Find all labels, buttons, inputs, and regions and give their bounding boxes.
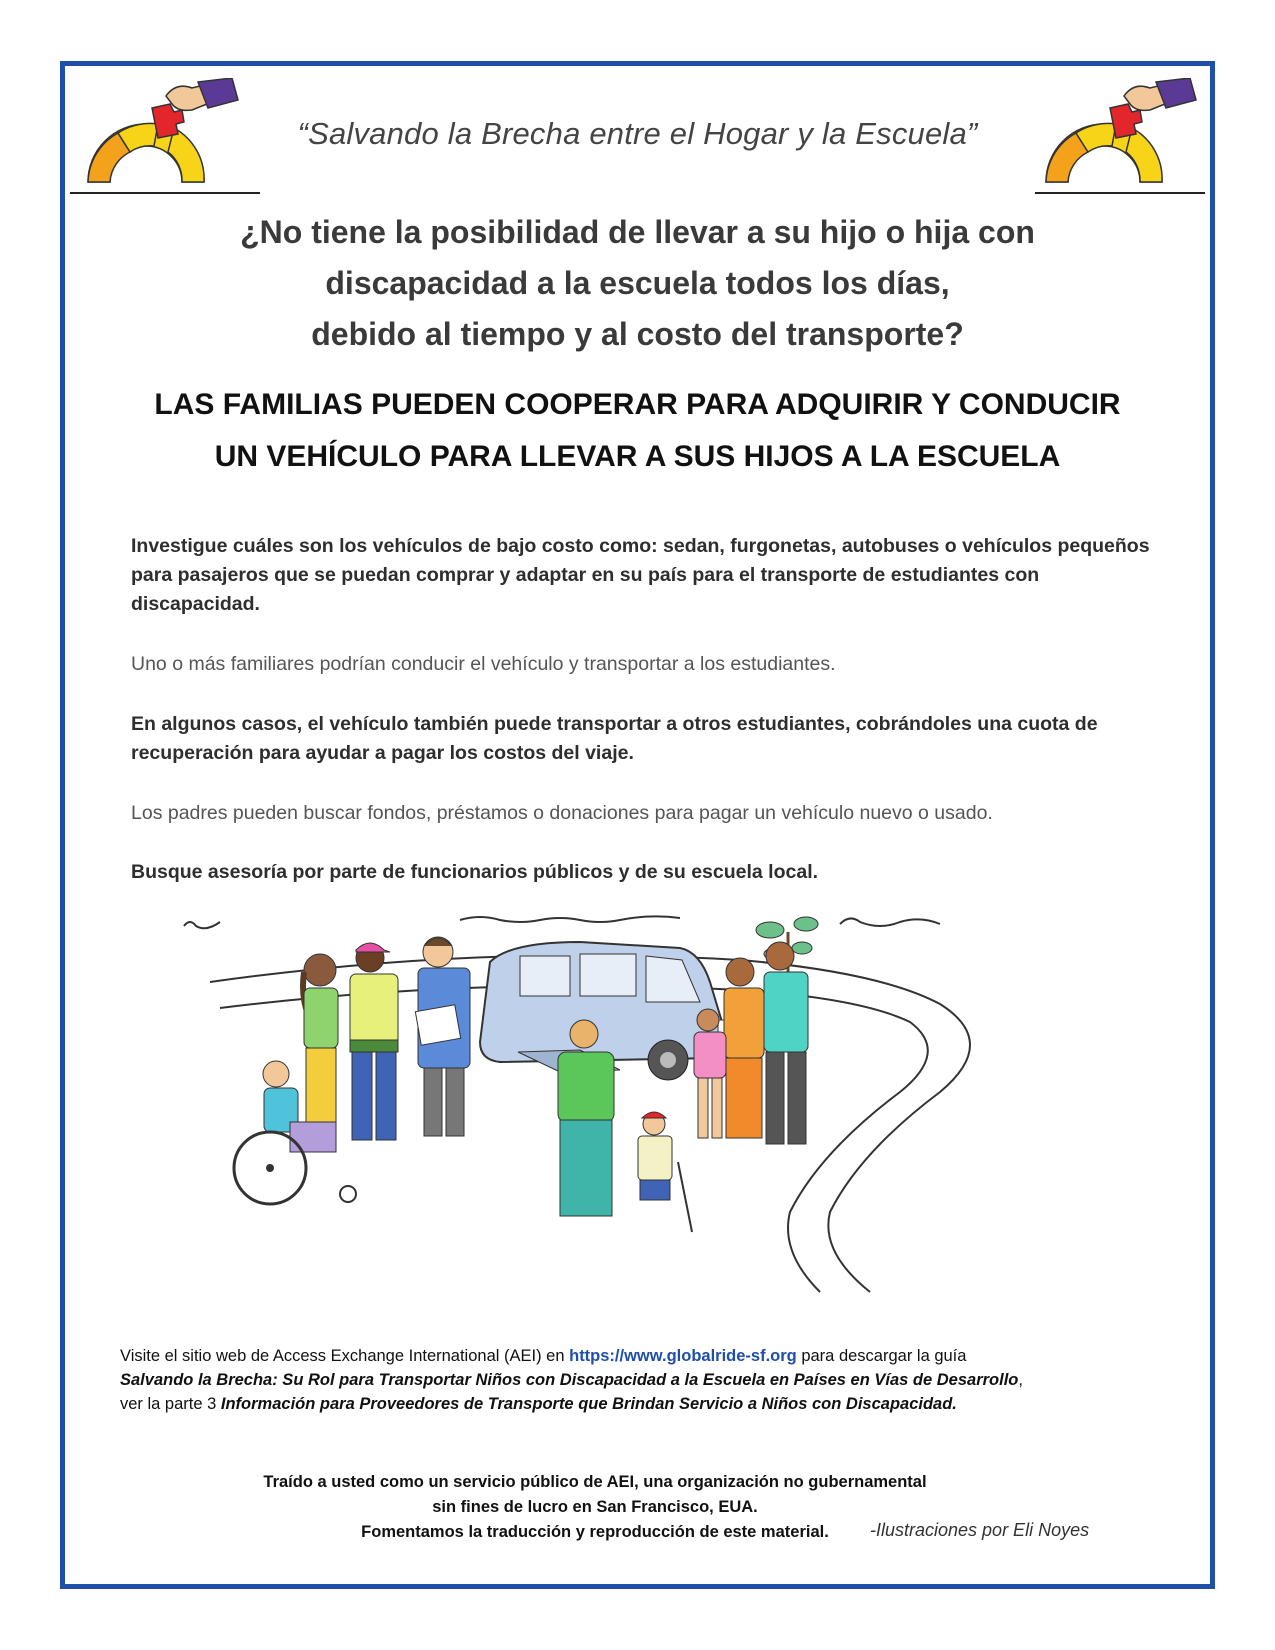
paragraph-other-students: En algunos casos, el vehículo también puede transportar a otros estudiantes, cobrándoles una cuota de recuperación para ayudar a pagar los costos del viaje. <box>131 713 1098 764</box>
question-heading <box>100 207 1175 360</box>
illustration-credit: -Ilustraciones por Eli Noyes <box>870 1520 1090 1540</box>
header-rule-right <box>1035 192 1205 194</box>
aei-website-link[interactable]: https://www.globalride-sf.org <box>569 1347 797 1365</box>
guide-title-comma: , <box>1018 1371 1023 1389</box>
visit-info <box>120 1344 1200 1416</box>
headline-line-2: UN VEHÍCULO PARA LLEVAR A SUS HIJOS A LA ESCUELA <box>214 440 1061 473</box>
visit-line-1 <box>120 1344 1200 1368</box>
main-headline <box>90 379 1185 483</box>
question-line-1: ¿No tiene la posibilidad de llevar a su hijo o hija con <box>240 214 1035 250</box>
part-lead: ver la parte 3 <box>120 1395 221 1413</box>
footer-line-3: Fomentamos la traducción y reproducción de este material. <box>361 1523 829 1541</box>
tagline: “Salvando la Brecha entre el Hogar y la Escuela” <box>297 116 978 151</box>
paragraph-funding: Los padres pueden buscar fondos, préstamos o donaciones para pagar un vehículo nuevo o usado. <box>131 802 993 824</box>
footer-line-2: sin fines de lucro en San Francisco, EUA. <box>432 1498 758 1516</box>
paragraph-advice: Busque asesoría por parte de funcionarios públicos y de su escuela local. <box>131 861 819 883</box>
visit-lead: Visite el sitio web de Access Exchange International (AEI) en <box>120 1347 570 1365</box>
visit-line-2 <box>120 1368 1200 1392</box>
families-van-illustration <box>180 912 1080 1312</box>
guide-title: Salvando la Brecha: Su Rol para Transportar Niños con Discapacidad a la Escuela en Países en Vías de Desarrollo <box>120 1371 1019 1389</box>
visit-line-3 <box>120 1392 1200 1416</box>
headline-line-1: LAS FAMILIAS PUEDEN COOPERAR PARA ADQUIRIR Y CONDUCIR <box>154 388 1121 421</box>
visit-after-url: para descargar la guía <box>796 1347 967 1365</box>
question-line-2: discapacidad a la escuela todos los días, <box>325 265 950 301</box>
question-line-3: debido al tiempo y al costo del transporte? <box>311 316 964 352</box>
paragraph-family-drivers: Uno o más familiares podrían conducir el vehículo y transportar a los estudiantes. <box>131 653 836 675</box>
paragraph-research-vehicles: Investigue cuáles son los vehículos de bajo costo como: sedan, furgonetas, autobuses o vehículos pequeños para pasajeros que se puedan comprar y adaptar en su país para el transporte de estudiantes con discapacidad. <box>131 535 1150 615</box>
header-rule-left <box>70 192 260 194</box>
footer-line-1: Traído a usted como un servicio público de AEI, una organización no gubernamental <box>263 1473 927 1491</box>
part-title: Información para Proveedores de Transporte que Brindan Servicio a Niños con Discapacidad. <box>220 1395 957 1413</box>
